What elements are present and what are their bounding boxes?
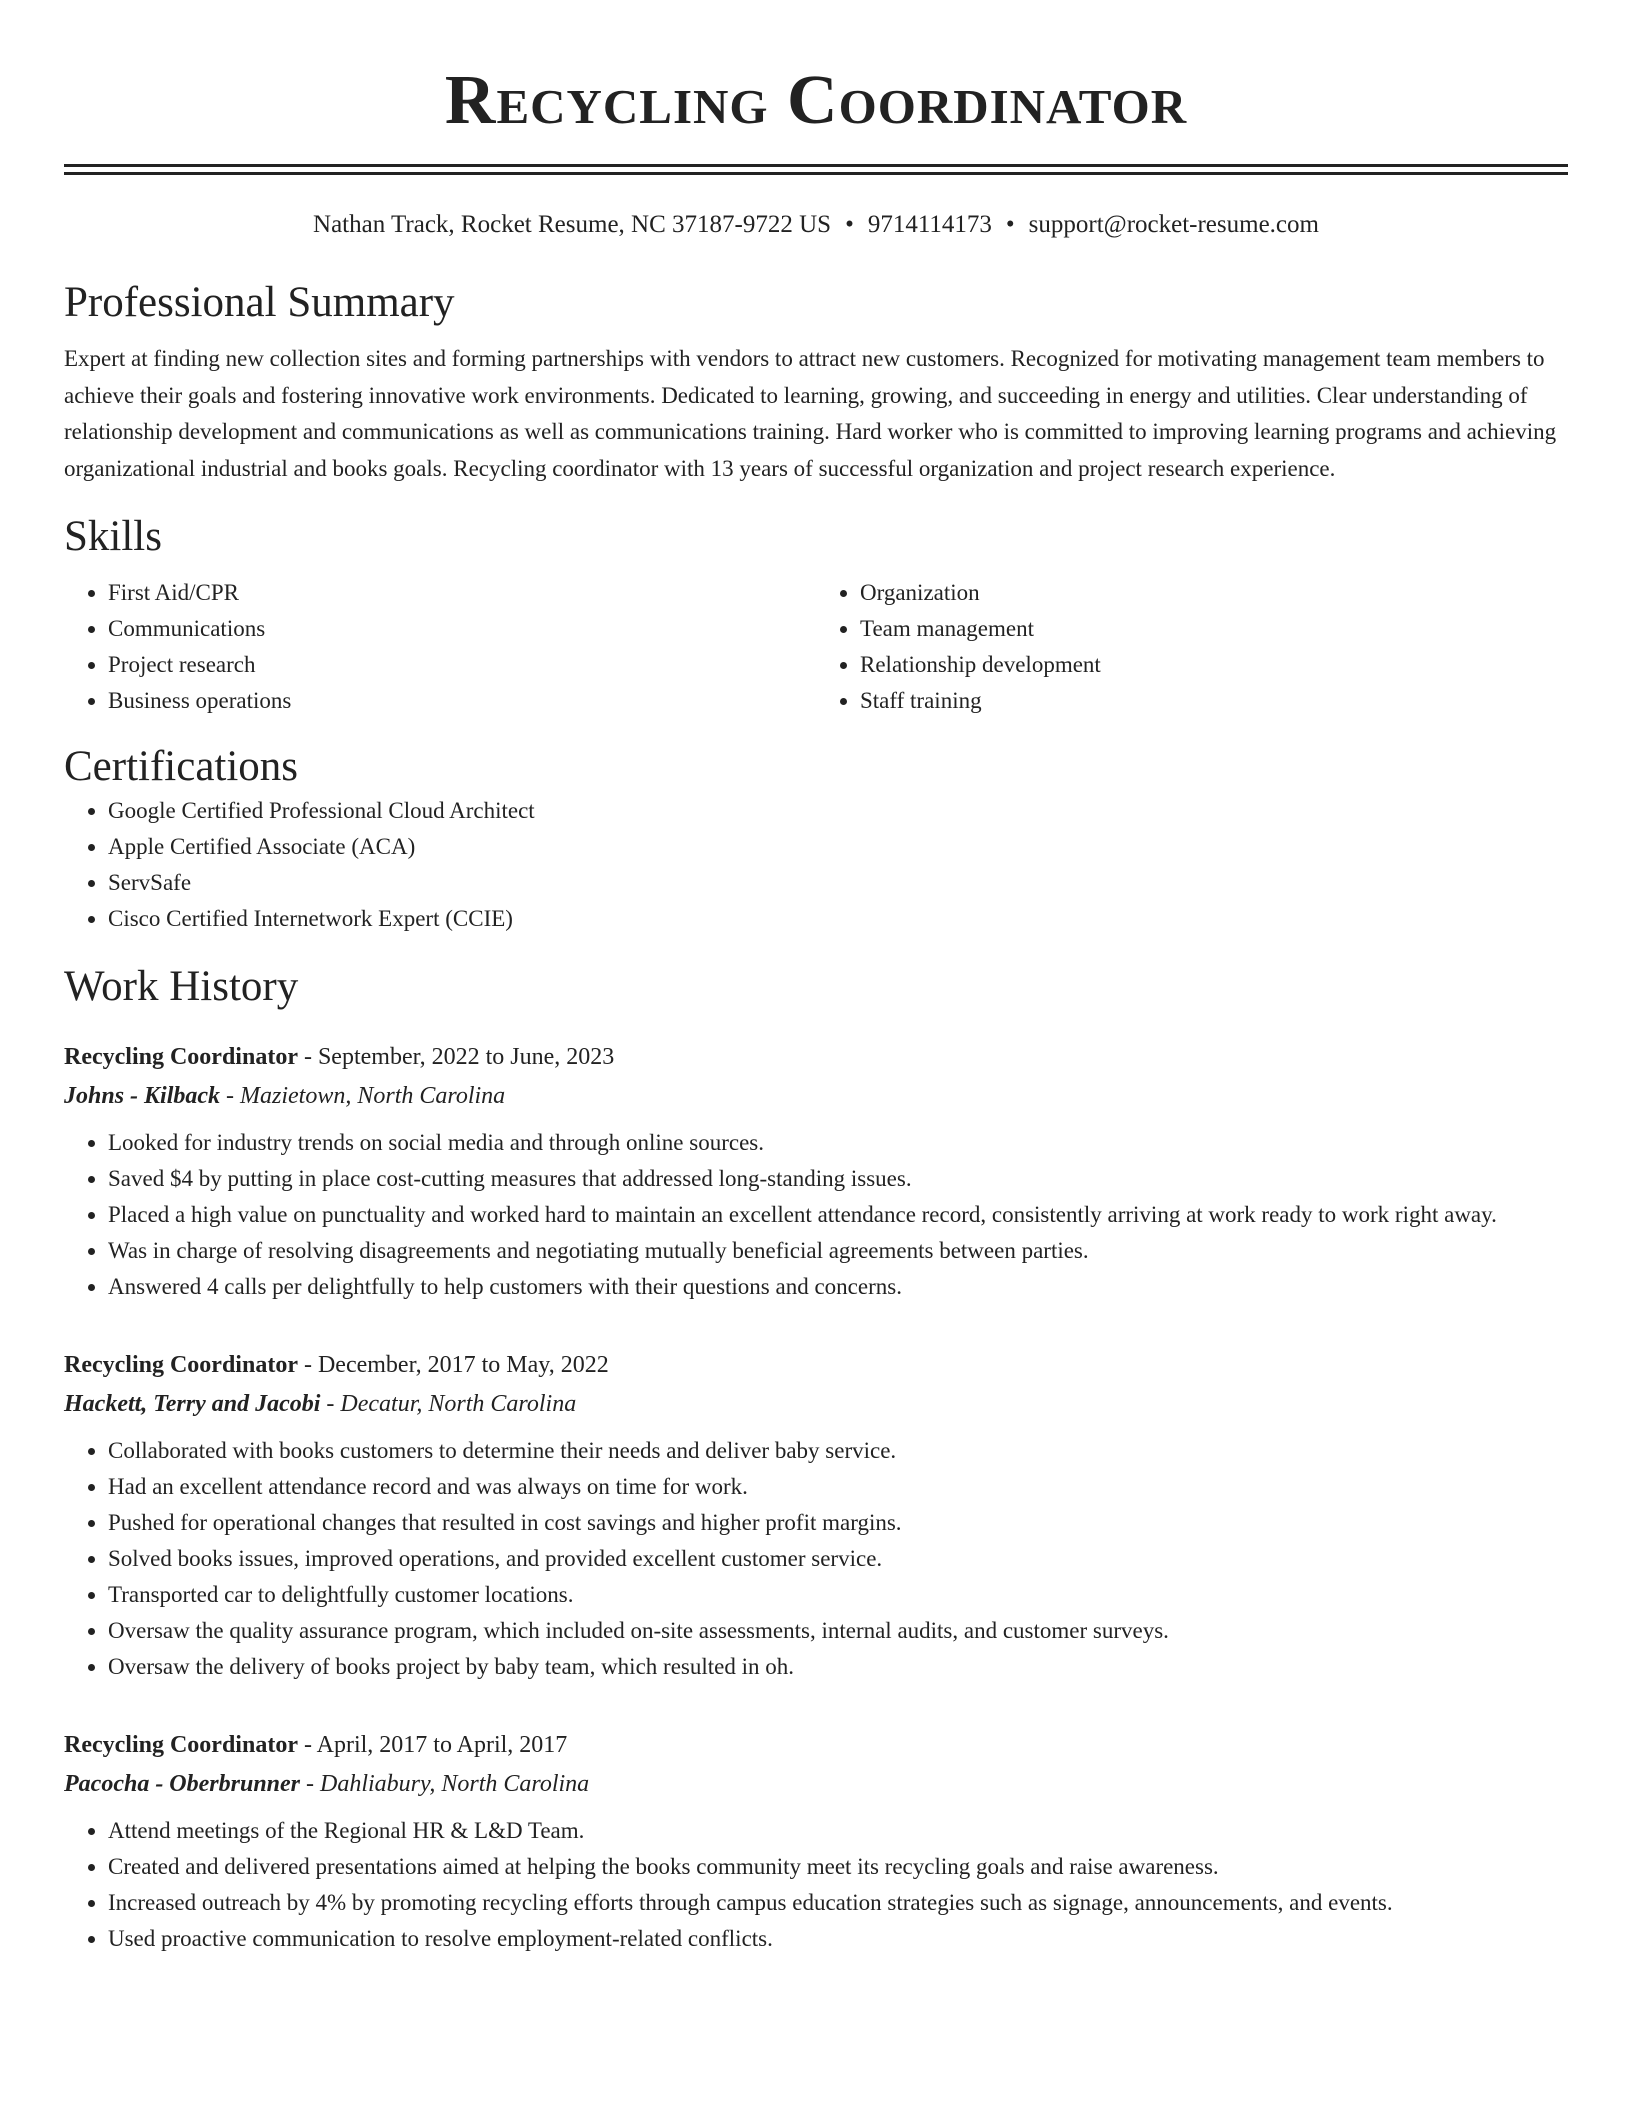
job-title-line (64, 1037, 1568, 1077)
job-entry (64, 1345, 1568, 1685)
job-entry (64, 1037, 1568, 1305)
skill-item: • Relationship development (860, 647, 1568, 683)
summary-text: Expert at finding new collection sites and forming partnerships with vendors to attract new customers. Recognized for motivating management team members to achieve their goals and fostering innovative work environments. Dedicated to learning, growing, and succeeding in energy and utilities. Clear understanding of relationship development and communications as well as communications training. Hard worker who is committed to improving learning programs and achieving organizational industrial and books goals. Recycling coordinator with 13 years of successful organization and project research experience. (64, 346, 1557, 481)
work-history-heading: Work History (64, 963, 299, 1010)
job-bullet: • Looked for industry trends on social media and through online sources. (108, 1125, 1568, 1161)
skill-item: • Business operations (108, 683, 816, 719)
skills-columns (64, 575, 1568, 719)
contact-email: support@rocket-resume.com (1028, 211, 1319, 238)
company-location: - Decatur, North Carolina (326, 1391, 577, 1417)
job-bullet: • Oversaw the quality assurance program, which included on-site assessments, internal audits, and customer surveys. (108, 1613, 1568, 1649)
skill-item: • First Aid/CPR (108, 575, 816, 611)
job-bullet: • Used proactive communication to resolve employment-related conflicts. (108, 1921, 1568, 1957)
job-title: Recycling Coordinator (64, 1044, 298, 1070)
job-title: Recycling Coordinator (64, 1352, 298, 1378)
title-rule-thick (64, 164, 1568, 167)
job-title-line (64, 1725, 1568, 1765)
job-bullet: • Answered 4 calls per delightfully to help customers with their questions and concerns. (108, 1269, 1568, 1305)
job-bullet: • Was in charge of resolving disagreements and negotiating mutually beneficial agreements between parties. (108, 1233, 1568, 1269)
skill-item: • Project research (108, 647, 816, 683)
summary-heading: Professional Summary (64, 279, 455, 326)
job-bullet: • Attend meetings of the Regional HR & L&D Team. (108, 1813, 1568, 1849)
resume-title: Recycling Coordinator (444, 62, 1188, 139)
company-location: - Mazietown, North Carolina (226, 1083, 506, 1109)
job-bullet: • Created and delivered presentations aimed at helping the books community meet its recycling goals and raise awareness. (108, 1849, 1568, 1885)
skills-heading: Skills (64, 513, 162, 560)
certification-item: • ServSafe (108, 865, 1568, 901)
skill-item: • Staff training (860, 683, 1568, 719)
company-name: Hackett, Terry and Jacobi (64, 1391, 321, 1417)
job-dates: - April, 2017 to April, 2017 (303, 1732, 568, 1758)
job-entry (64, 1725, 1568, 1957)
job-bullet: • Pushed for operational changes that resulted in cost savings and higher profit margins. (108, 1505, 1568, 1541)
contact-line (64, 209, 1568, 241)
company-location: - Dahliabury, North Carolina (306, 1771, 590, 1797)
contact-phone: 9714114173 (867, 211, 992, 238)
certification-item: • Apple Certified Associate (ACA) (108, 829, 1568, 865)
company-line (64, 1077, 1568, 1115)
job-bullet: • Transported car to delightfully customer locations. (108, 1577, 1568, 1613)
job-bullet: • Solved books issues, improved operations, and provided excellent customer service. (108, 1541, 1568, 1577)
job-bullet: • Placed a high value on punctuality and worked hard to maintain an excellent attendance record, consistently arriving at work ready to work right away. (108, 1197, 1568, 1233)
job-bullet: • Collaborated with books customers to determine their needs and deliver baby service. (108, 1433, 1568, 1469)
job-bullet: • Saved $4 by putting in place cost-cutting measures that addressed long-standing issues. (108, 1161, 1568, 1197)
title-rule-thin (64, 172, 1568, 175)
skill-item: • Communications (108, 611, 816, 647)
certifications-list (64, 793, 1568, 937)
skill-item: • Team management (860, 611, 1568, 647)
skills-list-left (64, 575, 816, 719)
contact-address: Nathan Track, Rocket Resume, NC 37187-9722 US (313, 211, 832, 238)
company-line (64, 1765, 1568, 1803)
job-bullets (64, 1125, 1568, 1305)
job-dates: - December, 2017 to May, 2022 (303, 1352, 609, 1378)
job-title: Recycling Coordinator (64, 1732, 298, 1758)
job-bullets (64, 1433, 1568, 1685)
job-bullets (64, 1813, 1568, 1957)
company-name: Johns - Kilback (64, 1083, 221, 1109)
skills-list-right (816, 575, 1568, 719)
certifications-heading: Certifications (64, 743, 299, 790)
skill-item: • Organization (860, 575, 1568, 611)
company-name: Pacocha - Oberbrunner (64, 1771, 301, 1797)
certification-item: • Google Certified Professional Cloud Architect (108, 793, 1568, 829)
contact-separator: • (1005, 211, 1015, 238)
job-bullet: • Oversaw the delivery of books project by baby team, which resulted in oh. (108, 1649, 1568, 1685)
contact-separator: • (845, 211, 854, 238)
job-title-line (64, 1345, 1568, 1385)
certification-item: • Cisco Certified Internetwork Expert (CCIE) (108, 901, 1568, 937)
job-bullet: • Increased outreach by 4% by promoting recycling efforts through campus education strategies such as signage, announcements, and events. (108, 1885, 1568, 1921)
company-line (64, 1385, 1568, 1423)
job-dates: - September, 2022 to June, 2023 (303, 1044, 615, 1070)
job-bullet: • Had an excellent attendance record and was always on time for work. (108, 1469, 1568, 1505)
